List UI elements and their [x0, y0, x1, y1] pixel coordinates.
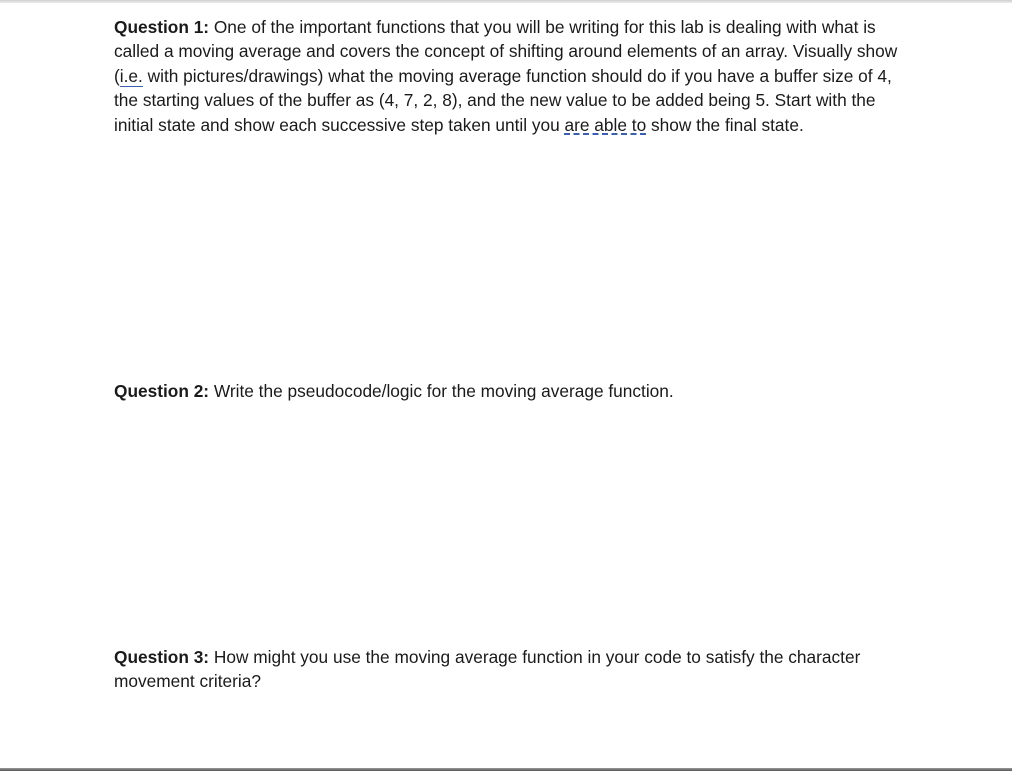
question-1-label: Question 1:	[114, 17, 210, 37]
question-1	[114, 15, 904, 137]
question-2	[114, 379, 904, 403]
page-top-edge	[0, 0, 1012, 3]
question-3	[114, 645, 904, 694]
question-3-text: How might you use the moving average function in your code to satisfy the character movement criteria?	[114, 647, 861, 692]
question-1-text-part1: One of the important functions that you will be writing for this lab is dealing with what is called a moving average and covers the concept of shifting around elements of an array. Visually show (	[114, 17, 898, 86]
question-3-label: Question 3:	[114, 647, 210, 667]
question-1-text-part2: with pictures/drawings) what the moving average function should do if you have a buffer size of 4, the starting values of the buffer as (4, 7, 2, 8), and the new value to be added being 5. Start with the initial state and show each successive step taken until you	[114, 65, 892, 135]
question-1-grammar-flag[interactable]: are able to	[564, 114, 647, 135]
question-2-text: Write the pseudocode/logic for the moving average function.	[209, 381, 674, 401]
question-2-label: Question 2:	[114, 381, 210, 401]
question-1-ie-abbrev: i.e.	[119, 65, 143, 86]
question-1-text-part3: show the final state.	[646, 114, 804, 135]
